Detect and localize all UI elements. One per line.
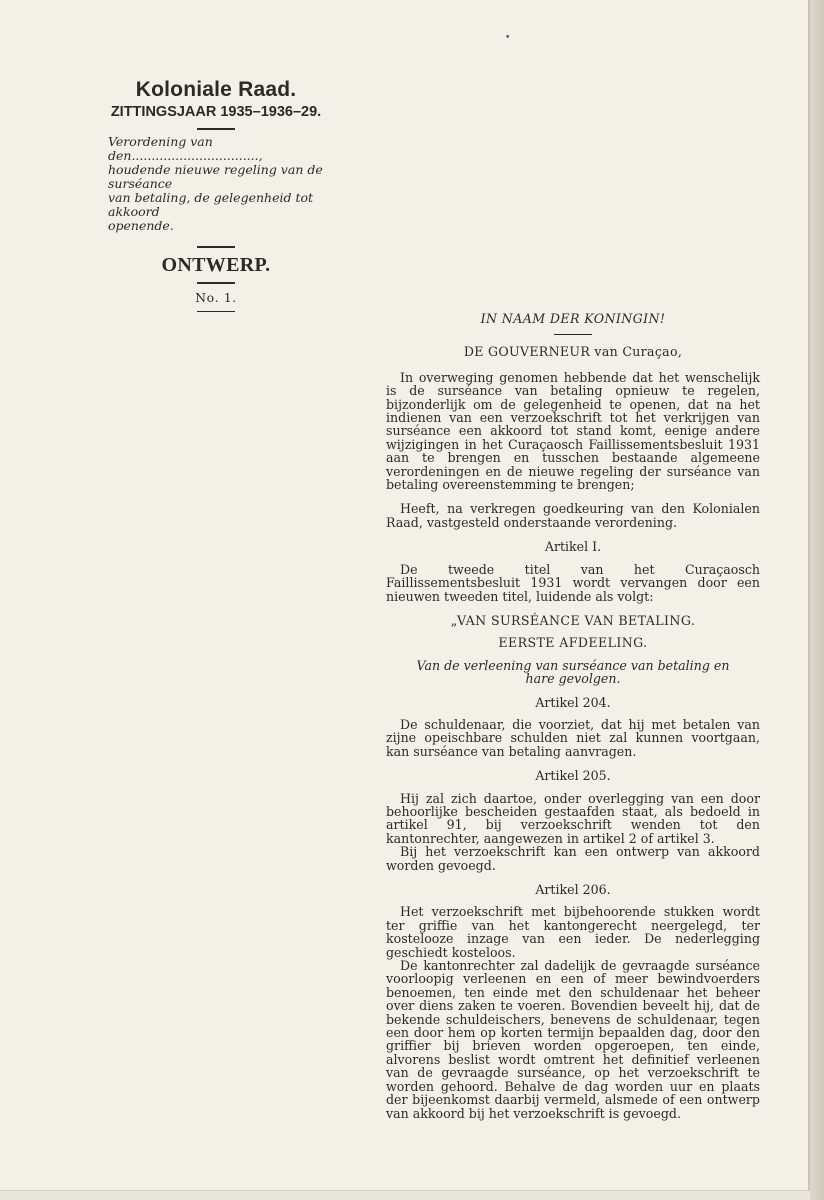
divider xyxy=(197,282,235,284)
article-text: De tweede titel van het Curaçaosch Faillissementsbesluit 1931 wordt vervangen door een nieuwen tweeden titel, luidende als volgt: xyxy=(386,561,760,604)
approval-clause: Heeft, na verkregen goedkeuring van den Kolonialen Raad, vastgesteld onderstaande verordening. xyxy=(386,501,760,530)
divider xyxy=(554,334,592,335)
document-number: No. 1. xyxy=(195,290,237,305)
ordinance-text xyxy=(386,312,760,1120)
ordinance-description: Verordening van den................................, houdende nieuwe regeling van de surséance van betaling, de gelegenheid tot akkoord openende. xyxy=(108,134,323,233)
council-title: Koloniale Raad. xyxy=(135,78,297,101)
article-text: Het verzoekschrift met bijbehoorende stukken wordt ter griffie van het kantongerecht neergelegd, ter kostelooze inzage van een ieder. De nederlegging geschiedt kosteloos. xyxy=(386,904,760,960)
draft-label: ONTWERP. xyxy=(161,254,271,276)
section-subtitle: Van de verleening van surséance van betaling en hare gevolgen. xyxy=(416,657,730,687)
article-heading: Artikel I. xyxy=(544,539,602,555)
article-text: De kantonrechter zal dadelijk de gevraagde surséance voorloopig verleenen en een of meer bewindvoerders benoemen, ten einde met den schuldenaar het beheer over diens zaken te voeren. Bovendien beveelt hij, dat de bekende schuldeischers, benevens de schuldenaar, tegen een door hem op korten termijn bepaalden dag, door den griffier bij brieven worden opgeroepen, ten einde, alvorens beslist wordt omtrent het definitief verleenen van de gevraagde surséance, op het verzoekschrift te worden gehoord. Behalve de dag worden uur en plaats der bijeenkomst daarbij vermeld, alsmede of een ontwerp van akkoord bij het verzoekschrift is gevoegd. xyxy=(386,958,760,1121)
session-year: ZITTINGSJAAR 1935–1936–29. xyxy=(110,104,322,120)
ink-speck: • xyxy=(505,33,511,43)
article-heading: Artikel 206. xyxy=(535,882,611,897)
preamble: In overweging genomen hebbende dat het wenschelijk is de surséance van betaling opnieuw te regelen, bijzonderlijk om de gelegenheid te openen, dat na het indienen van een verzoekschrift tot het verkrijgen van surséance een akkoord tot stand komt, eenige andere wijzigingen in het Curaçaosch Faillissementsbesluit 1931 aan te brengen en tusschen bestaande algemeene verordeningen en de nieuwe regeling der surséance van betaling overeenstemming te brengen; xyxy=(386,369,760,493)
page-edge xyxy=(810,0,824,1200)
divider xyxy=(197,246,235,248)
governor-line: DE GOUVERNEUR van Curaçao, xyxy=(463,344,683,360)
header-block xyxy=(80,78,352,312)
article-heading: Artikel 204. xyxy=(535,694,611,710)
article-text: Bij het verzoekschrift kan een ontwerp van akkoord worden gevoegd. xyxy=(386,844,760,873)
article-heading: Artikel 205. xyxy=(535,768,611,784)
divider xyxy=(197,311,235,312)
title-heading: „VAN SURSÉANCE VAN BETALING. xyxy=(450,612,696,628)
invocation: IN NAAM DER KONINGIN! xyxy=(480,311,666,326)
article-text: Hij zal zich daartoe, onder overlegging van een door behoorlijke bescheiden gestaafden staat, als bedoeld in artikel 91, bij verzoekschrift wenden tot den kantonrechter, aangewezen in artikel 2 of artikel 3. xyxy=(386,790,760,846)
section-heading: EERSTE AFDEELING. xyxy=(498,635,648,651)
divider xyxy=(197,128,235,130)
article-text: De schuldenaar, die voorziet, dat hij met betalen van zijne opeischbare schulden niet zal kunnen voortgaan, kan surséance van betaling aanvragen. xyxy=(386,716,760,759)
